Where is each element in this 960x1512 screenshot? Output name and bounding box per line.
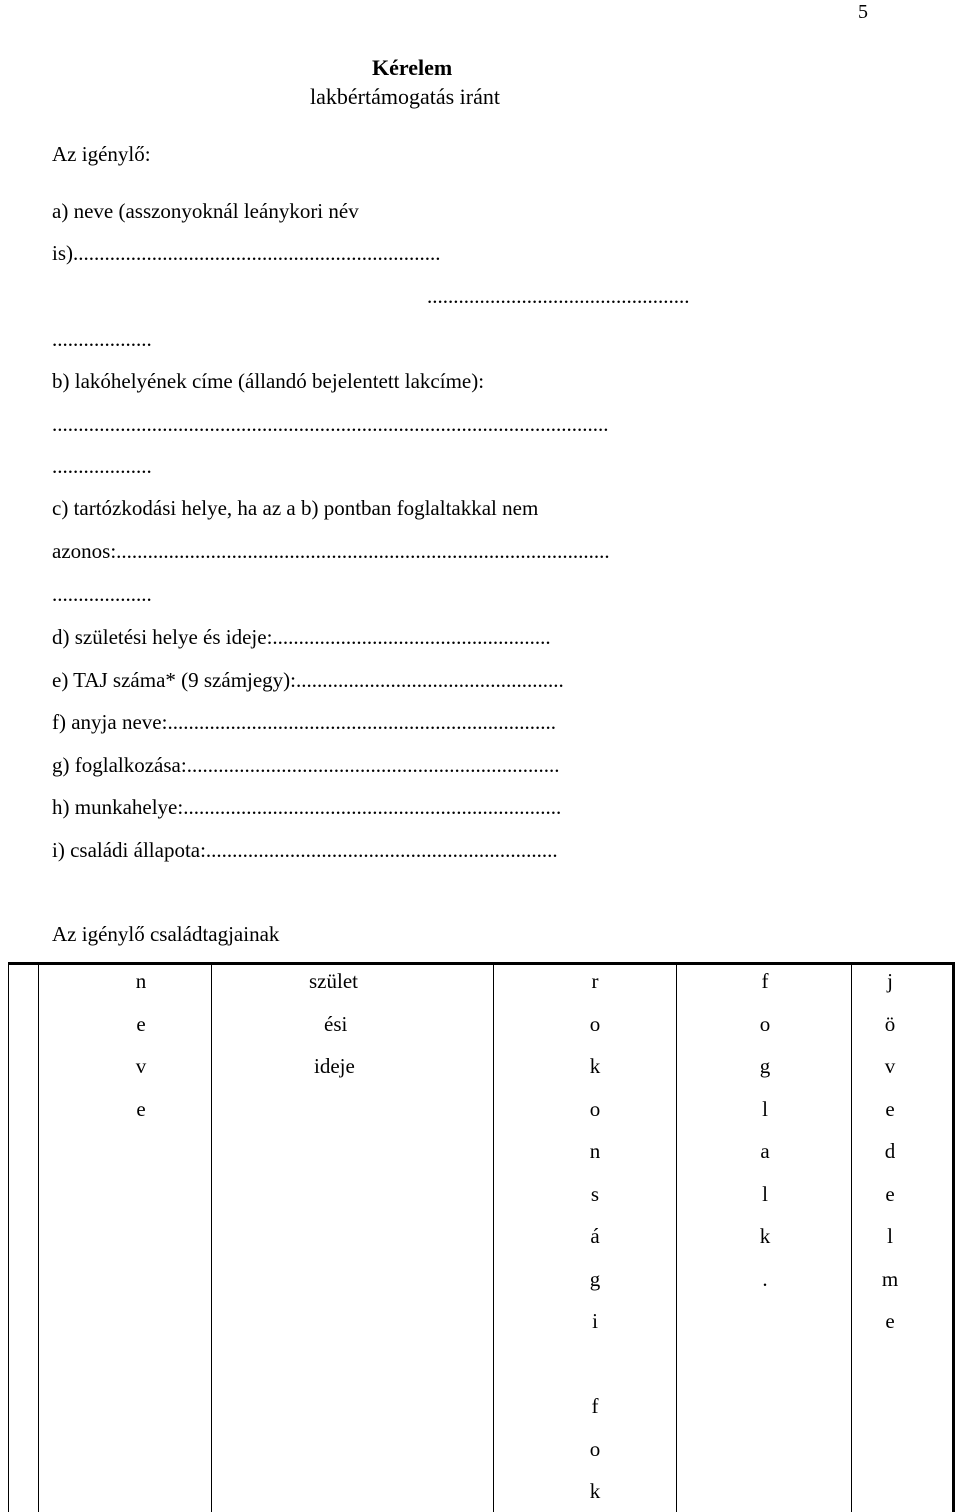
header-letter: k [589,1054,601,1078]
header-letter: o [759,1011,771,1036]
header-letter: f [591,1394,599,1418]
header-letter: k [759,1224,771,1248]
header-letter: m [881,1266,899,1291]
header-letter: e [885,1181,895,1206]
header-letter: d [884,1139,896,1163]
header-birth-line: ideje [314,1054,355,1078]
column-divider [676,965,677,1512]
field-g-occupation: g) foglalkozása:....................................................................... [52,753,560,777]
header-letter: ö [884,1011,896,1036]
field-a-name-blank-end: ................... [52,327,152,351]
header-letter: n [589,1139,601,1163]
document-title: Kérelem [372,55,453,80]
header-letter: e [136,1011,146,1036]
column-divider [211,965,212,1512]
header-letter: o [589,1096,601,1121]
field-c-residence-blank-end: ................... [52,582,152,606]
header-letter: j [887,969,893,993]
header-letter: e [885,1309,895,1333]
header-letter: n [135,969,147,993]
family-members-label: Az igénylő családtagjainak [52,922,280,946]
field-c-residence-blank: azonos:.............................................................................................. [52,539,610,563]
column-divider [851,965,852,1512]
field-a-name-label: a) neve (asszonyoknál leánykori név [52,199,359,223]
field-f-mother-name: f) anyja neve:.......................................................................... [52,710,556,734]
header-letter: v [135,1054,147,1078]
field-i-marital-status: i) családi állapota:................................................................... [52,838,558,862]
field-c-residence-label: c) tartózkodási helye, ha az a b) pontban foglaltakkal nem [52,496,539,520]
field-b-address-blank-end: ................... [52,454,152,478]
header-letter: a [760,1139,770,1163]
header-letter: i [592,1309,598,1333]
family-members-table [8,962,955,1512]
header-letter: l [762,1181,768,1206]
header-letter: l [887,1224,893,1248]
header-letter: k [589,1479,601,1503]
applicant-label: Az igénylő: [52,142,151,166]
header-letter: e [136,1096,146,1121]
column-divider [38,965,39,1512]
field-b-address-blank: .......................................................................................................... [52,412,609,436]
header-letter: g [589,1266,601,1291]
document-subtitle: lakbértámogatás iránt [310,84,500,109]
header-letter: o [589,1436,601,1461]
header-letter: f [761,969,769,993]
field-d-birth: d) születési helye és ideje:..................................................... [52,625,551,649]
header-birth-line: ési [324,1012,348,1036]
header-letter: á [590,1224,600,1248]
field-a-name-blank-cont: .................................................. [427,284,690,308]
field-h-workplace: h) munkahelye:........................................................................ [52,795,562,819]
header-letter: r [591,969,599,993]
header-letter: e [885,1096,895,1121]
header-letter: . [762,1266,768,1291]
field-e-taj: e) TAJ száma* (9 számjegy):................................................... [52,668,564,692]
header-letter: g [759,1054,771,1078]
header-birth-line: szület [309,969,358,993]
header-letter: s [590,1181,600,1206]
field-a-name-blank: is)...................................................................... [52,241,441,265]
header-letter: o [589,1011,601,1036]
header-letter: l [762,1096,768,1121]
column-divider [493,965,494,1512]
field-b-address-label: b) lakóhelyének címe (állandó bejelentett lakcíme): [52,369,485,393]
page-number: 5 [858,1,868,23]
header-letter: v [884,1054,896,1078]
